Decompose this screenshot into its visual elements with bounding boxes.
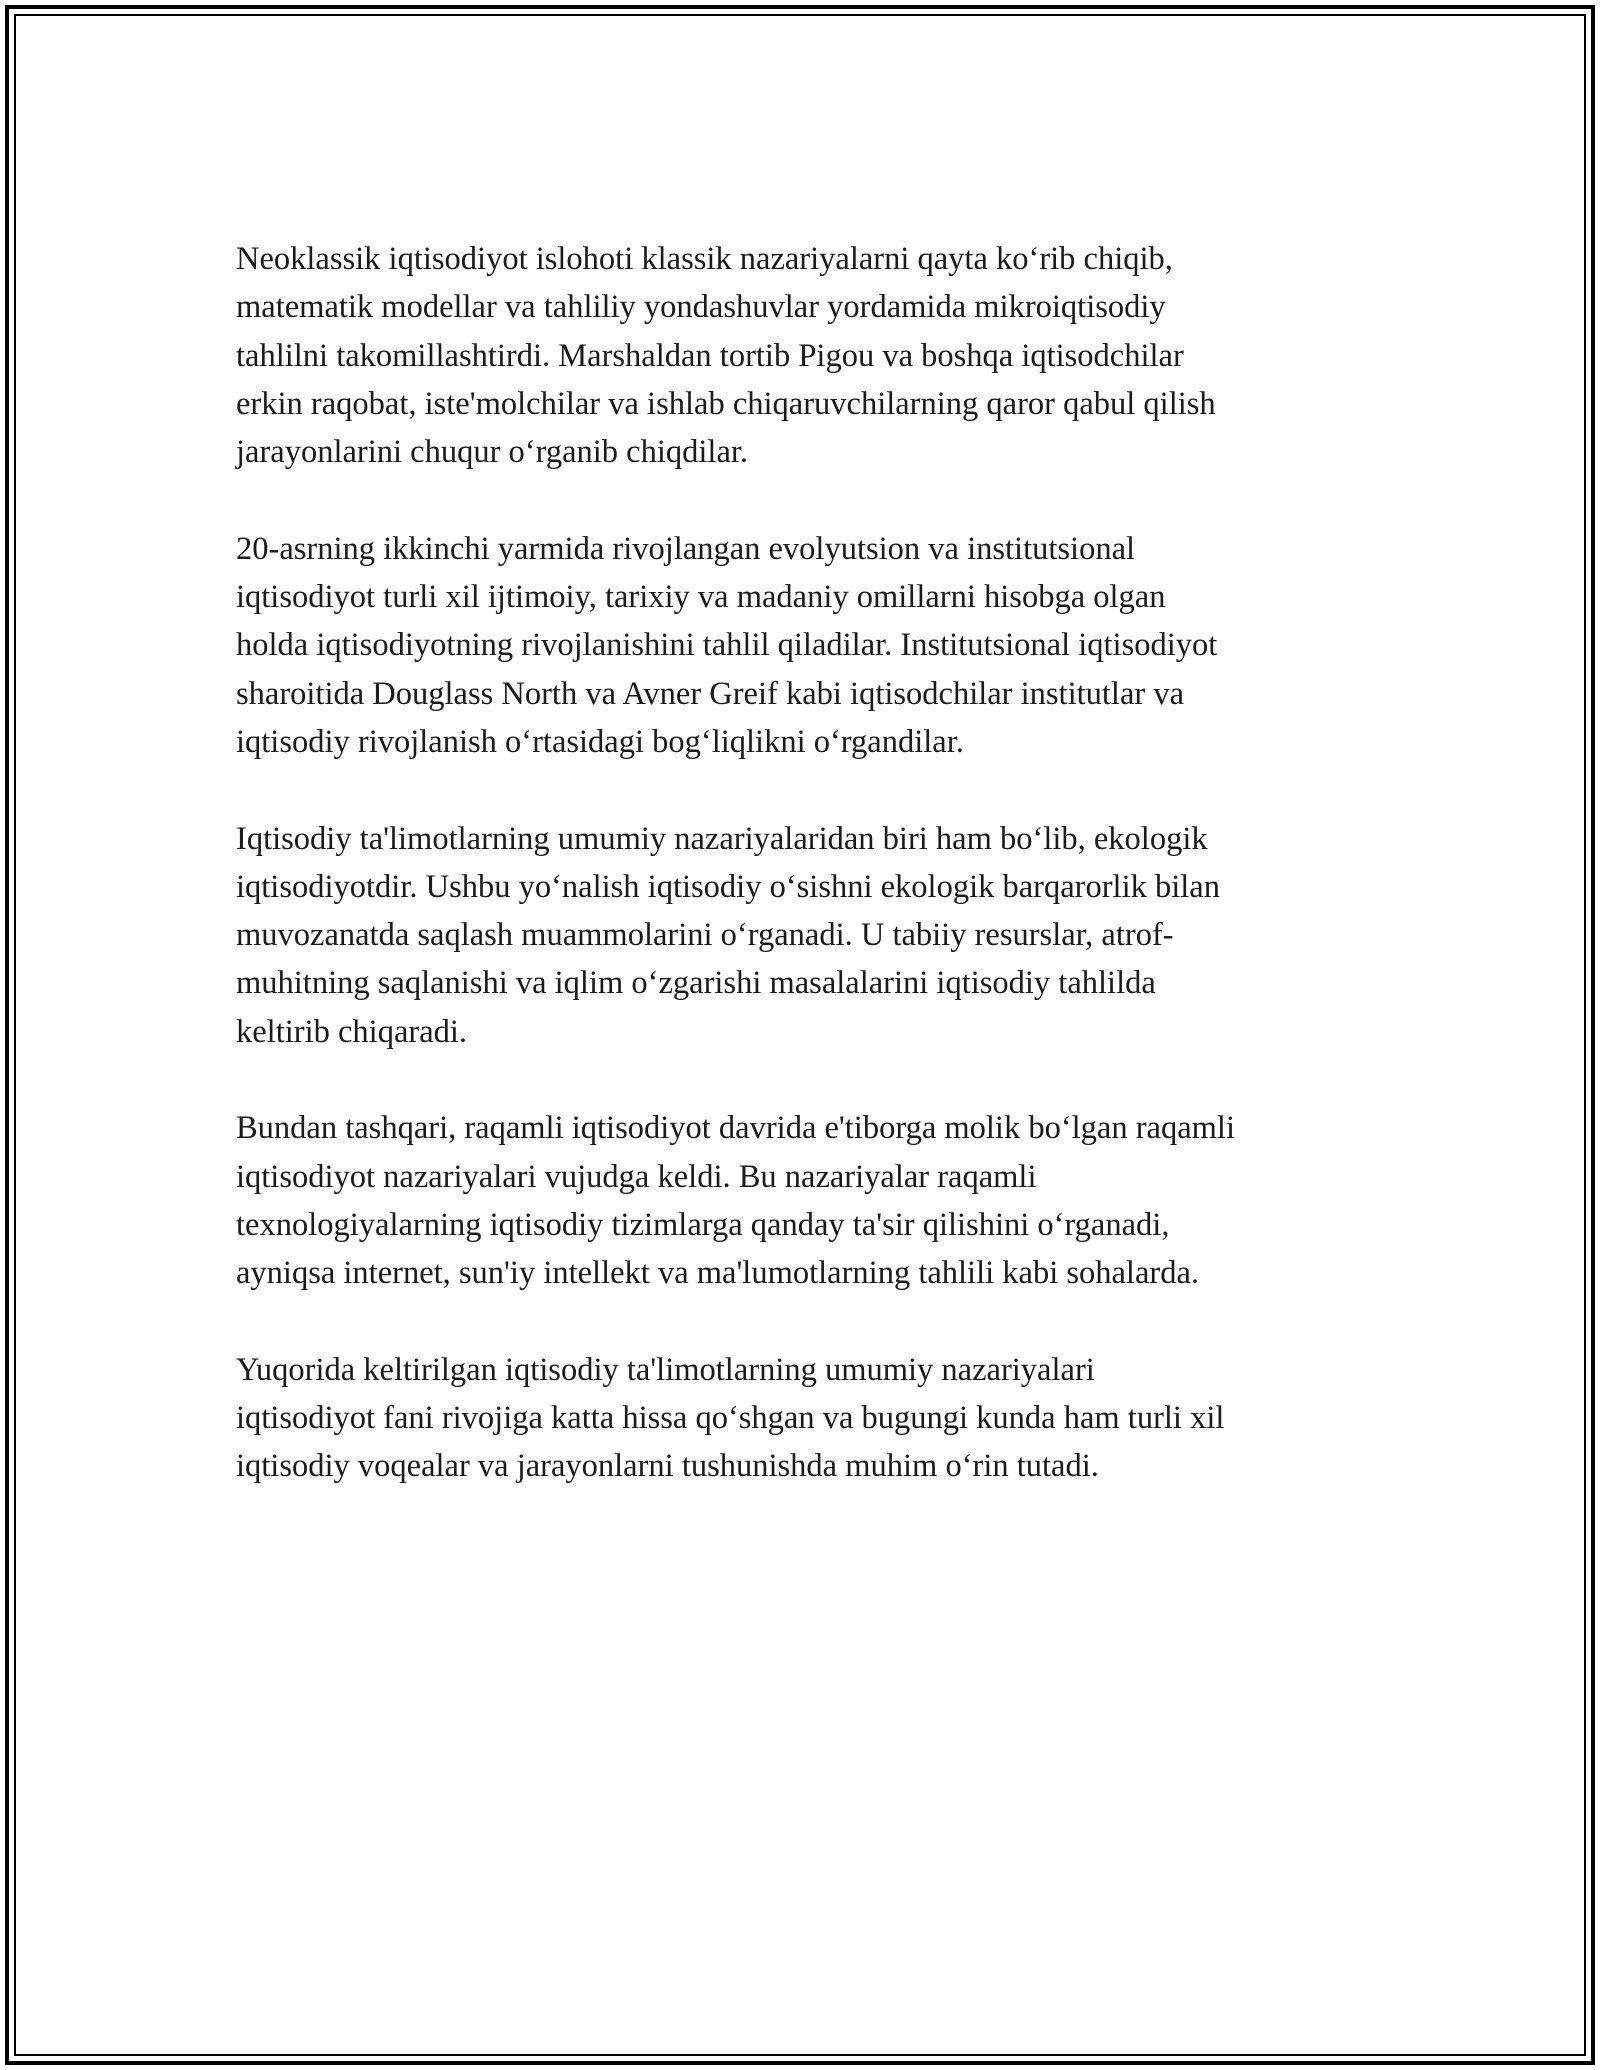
- text-line: Bundan tashqari, raqamli iqtisodiyot davrida e'tiborga molik boʻlgan raqamli: [236, 1110, 1235, 1147]
- text-line: Yuqorida keltirilgan iqtisodiy ta'limotlarning umumiy nazariyalari: [236, 1351, 1095, 1388]
- text-line: tahlilni takomillashtirdi. Marshaldan tortib Pigou va boshqa iqtisodchilar: [236, 337, 1184, 374]
- text-line: Neoklassik iqtisodiyot islohoti klassik nazariyalarni qayta koʻrib chiqib,: [236, 241, 1173, 277]
- paragraph-digital: [236, 1104, 1386, 1297]
- text-line: muvozanatda saqlash muammolarini oʻrganadi. U tabiiy resurslar, atrof-: [236, 917, 1174, 954]
- text-line: Iqtisodiy ta'limotlarning umumiy nazariyalaridan biri ham boʻlib, ekologik: [236, 820, 1208, 857]
- paragraph-conclusion: [236, 1346, 1386, 1491]
- text-line: matematik modellar va tahliliy yondashuvlar yordamida mikroiqtisodiy: [236, 289, 1166, 326]
- paragraph-institutional: [236, 525, 1386, 766]
- text-line: iqtisodiyotdir. Ushbu yoʻnalish iqtisodiy oʻsishni ekologik barqarorlik bilan: [236, 868, 1220, 905]
- text-line: iqtisodiyot fani rivojiga katta hissa qoʻshgan va bugungi kunda ham turli xil: [236, 1400, 1225, 1437]
- text-line: muhitning saqlanishi va iqlim oʻzgarishi masalalarini iqtisodiy tahlilda: [236, 965, 1156, 1002]
- paragraph-neoclassical: [236, 235, 1386, 476]
- text-line: jarayonlarini chuqur oʻrganib chiqdilar.: [236, 434, 749, 471]
- paragraph-ecological: [236, 815, 1386, 1056]
- text-line: holda iqtisodiyotning rivojlanishini tahlil qiladilar. Institutsional iqtisodiyot: [236, 627, 1218, 664]
- document-body: [236, 235, 1386, 1539]
- text-line: iqtisodiyot turli xil ijtimoiy, tarixiy va madaniy omillarni hisobga olgan: [236, 579, 1166, 616]
- text-line: texnologiyalarning iqtisodiy tizimlarga qanday ta'sir qilishini oʻrganadi,: [236, 1206, 1170, 1243]
- text-line: ayniqsa internet, sun'iy intellekt va ma'lumotlarning tahlili kabi sohalarda.: [236, 1255, 1200, 1292]
- text-line: sharoitida Douglass North va Avner Greif kabi iqtisodchilar institutlar va: [236, 675, 1185, 712]
- text-line: iqtisodiyot nazariyalari vujudga keldi. Bu nazariyalar raqamli: [236, 1158, 1037, 1195]
- text-line: iqtisodiy rivojlanish oʻrtasidagi bogʻliqlikni oʻrgandilar.: [236, 723, 964, 760]
- text-line: erkin raqobat, iste'molchilar va ishlab chiqaruvchilarning qaror qabul qilish: [236, 385, 1216, 422]
- text-line: keltirib chiqaradi.: [236, 1013, 468, 1050]
- text-line: 20-asrning ikkinchi yarmida rivojlangan evolyutsion va institutsional: [236, 530, 1136, 567]
- text-line: iqtisodiy voqealar va jarayonlarni tushunishda muhim oʻrin tutadi.: [236, 1448, 1099, 1485]
